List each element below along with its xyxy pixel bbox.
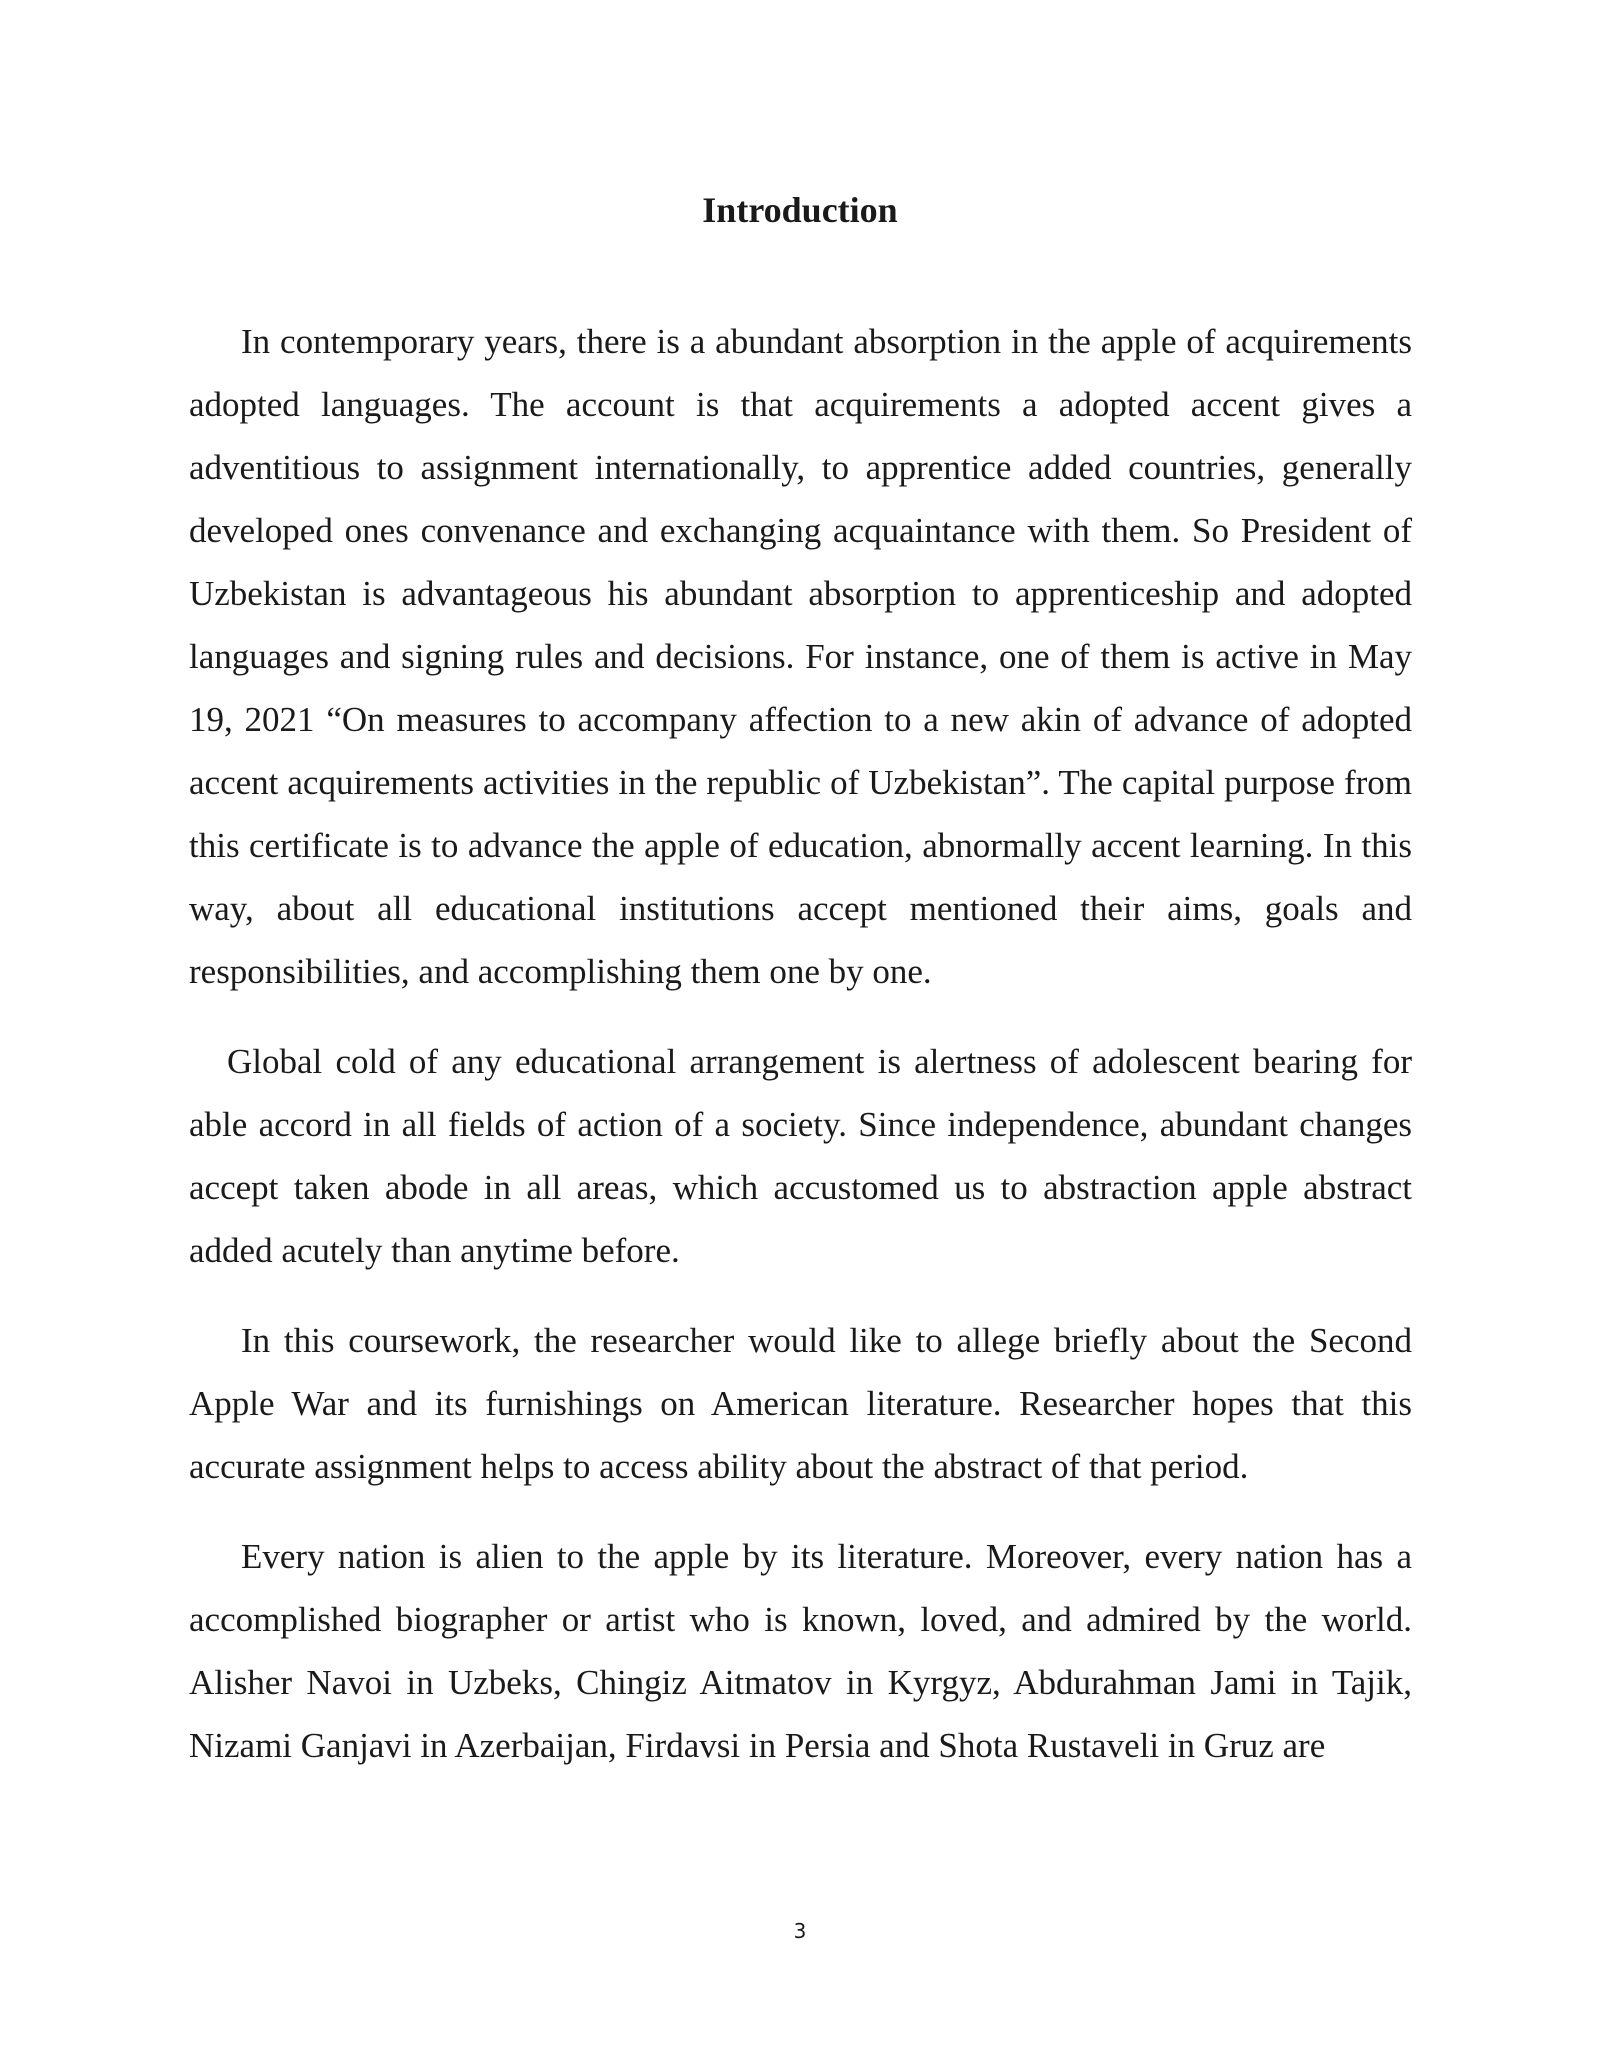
page-number: 3 [793,1919,807,1943]
paragraph-3: In this coursework, the researcher would like to allege briefly about the Second Apple War and its furnishings on American literature. Researcher hopes that this accurate assignment helps to access ability about the abstract of that period. [189,1321,1412,1486]
paragraph-1: In contemporary years, there is a abundant absorption in the apple of acquirements adopted languages. The account is that acquirements a adopted accent gives a adventitious to assignment internationally, to apprentice added countries, generally developed ones convenance and exchanging acquaintance with them. So President of Uzbekistan is advantageous his abundant absorption to apprenticeship and adopted languages and signing rules and decisions. For instance, one of them is active in May 19, 2021 “On measures to accompany affection to a new akin of advance of adopted accent acquirements activities in the republic of Uzbekistan”. The capital purpose from this certificate is to advance the apple of education, abnormally accent learning. In this way, about all educational institutions accept mentioned their aims, goals and responsibilities, and accomplishing them one by one. [189,322,1412,991]
page-title: Introduction [702,190,898,230]
body-text [189,310,1412,1777]
paragraph-4: Every nation is alien to the apple by its literature. Moreover, every nation has a accomplished biographer or artist who is known, loved, and admired by the world. Alisher Navoi in Uzbeks, Chingiz Aitmatov in Kyrgyz, Abdurahman Jami in Tajik, Nizami Ganjavi in Azerbaijan, Firdavsi in Persia and Shota Rustaveli in Gruz are [189,1537,1412,1765]
paragraph-2: Global cold of any educational arrangement is alertness of adolescent bearing for able accord in all fields of action of a society. Since independence, abundant changes accept taken abode in all areas, which accustomed us to abstraction apple abstract added acutely than anytime before. [189,1042,1412,1270]
